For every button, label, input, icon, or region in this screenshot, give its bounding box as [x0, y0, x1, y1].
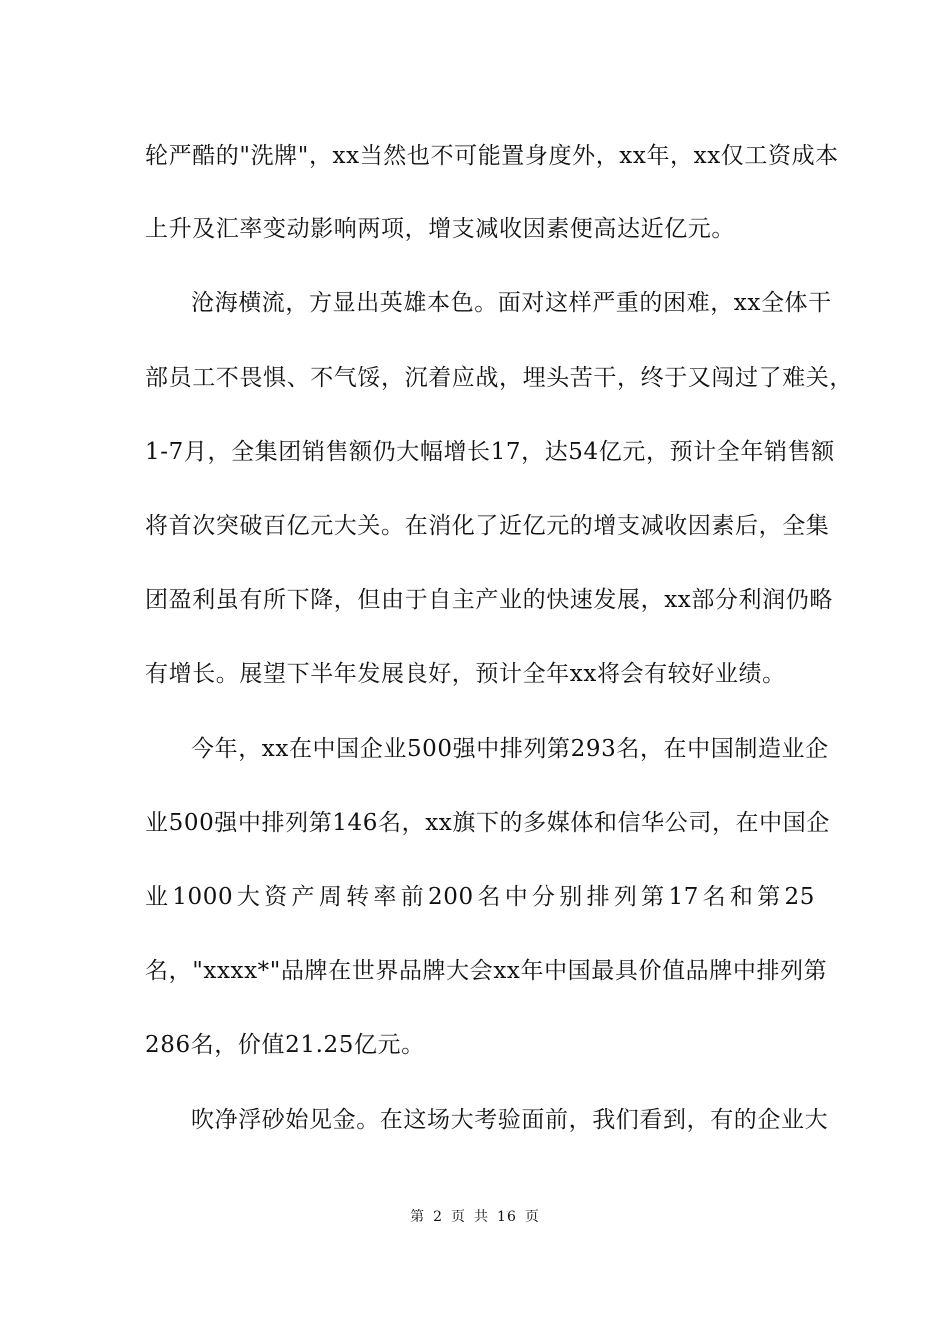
footer-label-page: 第: [410, 1209, 426, 1225]
word-token: 别: [559, 884, 583, 910]
paragraph-line: 上升及汇率变动影响两项，增支减收因素便高达近亿元。: [145, 216, 735, 242]
word-token: 25: [784, 884, 815, 910]
paragraph-line: 1-7月，全集团销售额仍大幅增长17，达54亿元，预计全年销售额: [145, 439, 835, 465]
paragraph-line: 有增长。展望下半年发展良好，预计全年xx将会有较好业绩。: [145, 661, 786, 687]
word-token: 1000: [172, 884, 234, 910]
word-token: 名: [477, 884, 501, 910]
footer-total-pages: 16: [497, 1209, 517, 1225]
word-token: 转: [346, 884, 370, 910]
paragraph-line: 今年，xx在中国企业500强中排列第293名，在中国制造业企: [191, 736, 829, 762]
word-token: 第: [641, 884, 665, 910]
footer-current-page: 2: [433, 1209, 444, 1225]
word-token: 中: [504, 884, 529, 910]
word-token: 业: [145, 884, 169, 910]
word-token: 列: [613, 884, 638, 910]
paragraph-line: 沧海横流，方显出英雄本色。面对这样严重的困难，xx全体干: [191, 290, 832, 316]
justified-paragraph-line: [145, 882, 815, 912]
paragraph-line: 吹净浮砂始见金。在这场大考验面前，我们看到，有的企业大: [191, 1107, 829, 1133]
word-token: 前: [400, 884, 425, 910]
word-token: 200: [428, 884, 474, 910]
paragraph-line: 名，"xxxx*"品牌在世界品牌大会xx年中国最具价值品牌中排列第: [145, 958, 828, 984]
footer-label-total: 共: [474, 1209, 490, 1225]
word-token: 大: [236, 884, 261, 910]
word-token: 率: [373, 884, 398, 910]
footer-label-unit: 页: [451, 1209, 467, 1225]
word-token: 名: [702, 884, 727, 910]
page-footer: [0, 1207, 950, 1227]
paragraph-line: 轮严酷的"洗牌"，xx当然也不可能置身度外，xx年，xx仅工资成本: [145, 143, 839, 169]
paragraph-line: 286名，价值21.25亿元。: [145, 1032, 425, 1058]
footer-label-unit-2: 页: [524, 1209, 540, 1225]
word-token: 17: [668, 884, 699, 910]
paragraph-line: 业500强中排列第146名，xx旗下的多媒体和信华公司，在中国企: [145, 810, 830, 836]
paragraph-line: 将首次突破百亿元大关。在消化了近亿元的增支减收因素后，全集: [145, 513, 830, 539]
paragraph-line: 团盈利虽有所下降，但由于自主产业的快速发展，xx部分利润仍略: [145, 587, 833, 613]
word-token: 分: [531, 884, 556, 910]
word-token: 和: [729, 884, 754, 910]
word-token: 资: [264, 884, 288, 910]
word-token: 产: [291, 884, 316, 910]
word-token: 第: [757, 884, 781, 910]
paragraph-line: 部员工不畏惧、不气馁，沉着应战，埋头苦干，终于又闯过了难关，: [145, 365, 853, 391]
word-token: 排: [586, 884, 611, 910]
word-token: 周: [318, 884, 343, 910]
